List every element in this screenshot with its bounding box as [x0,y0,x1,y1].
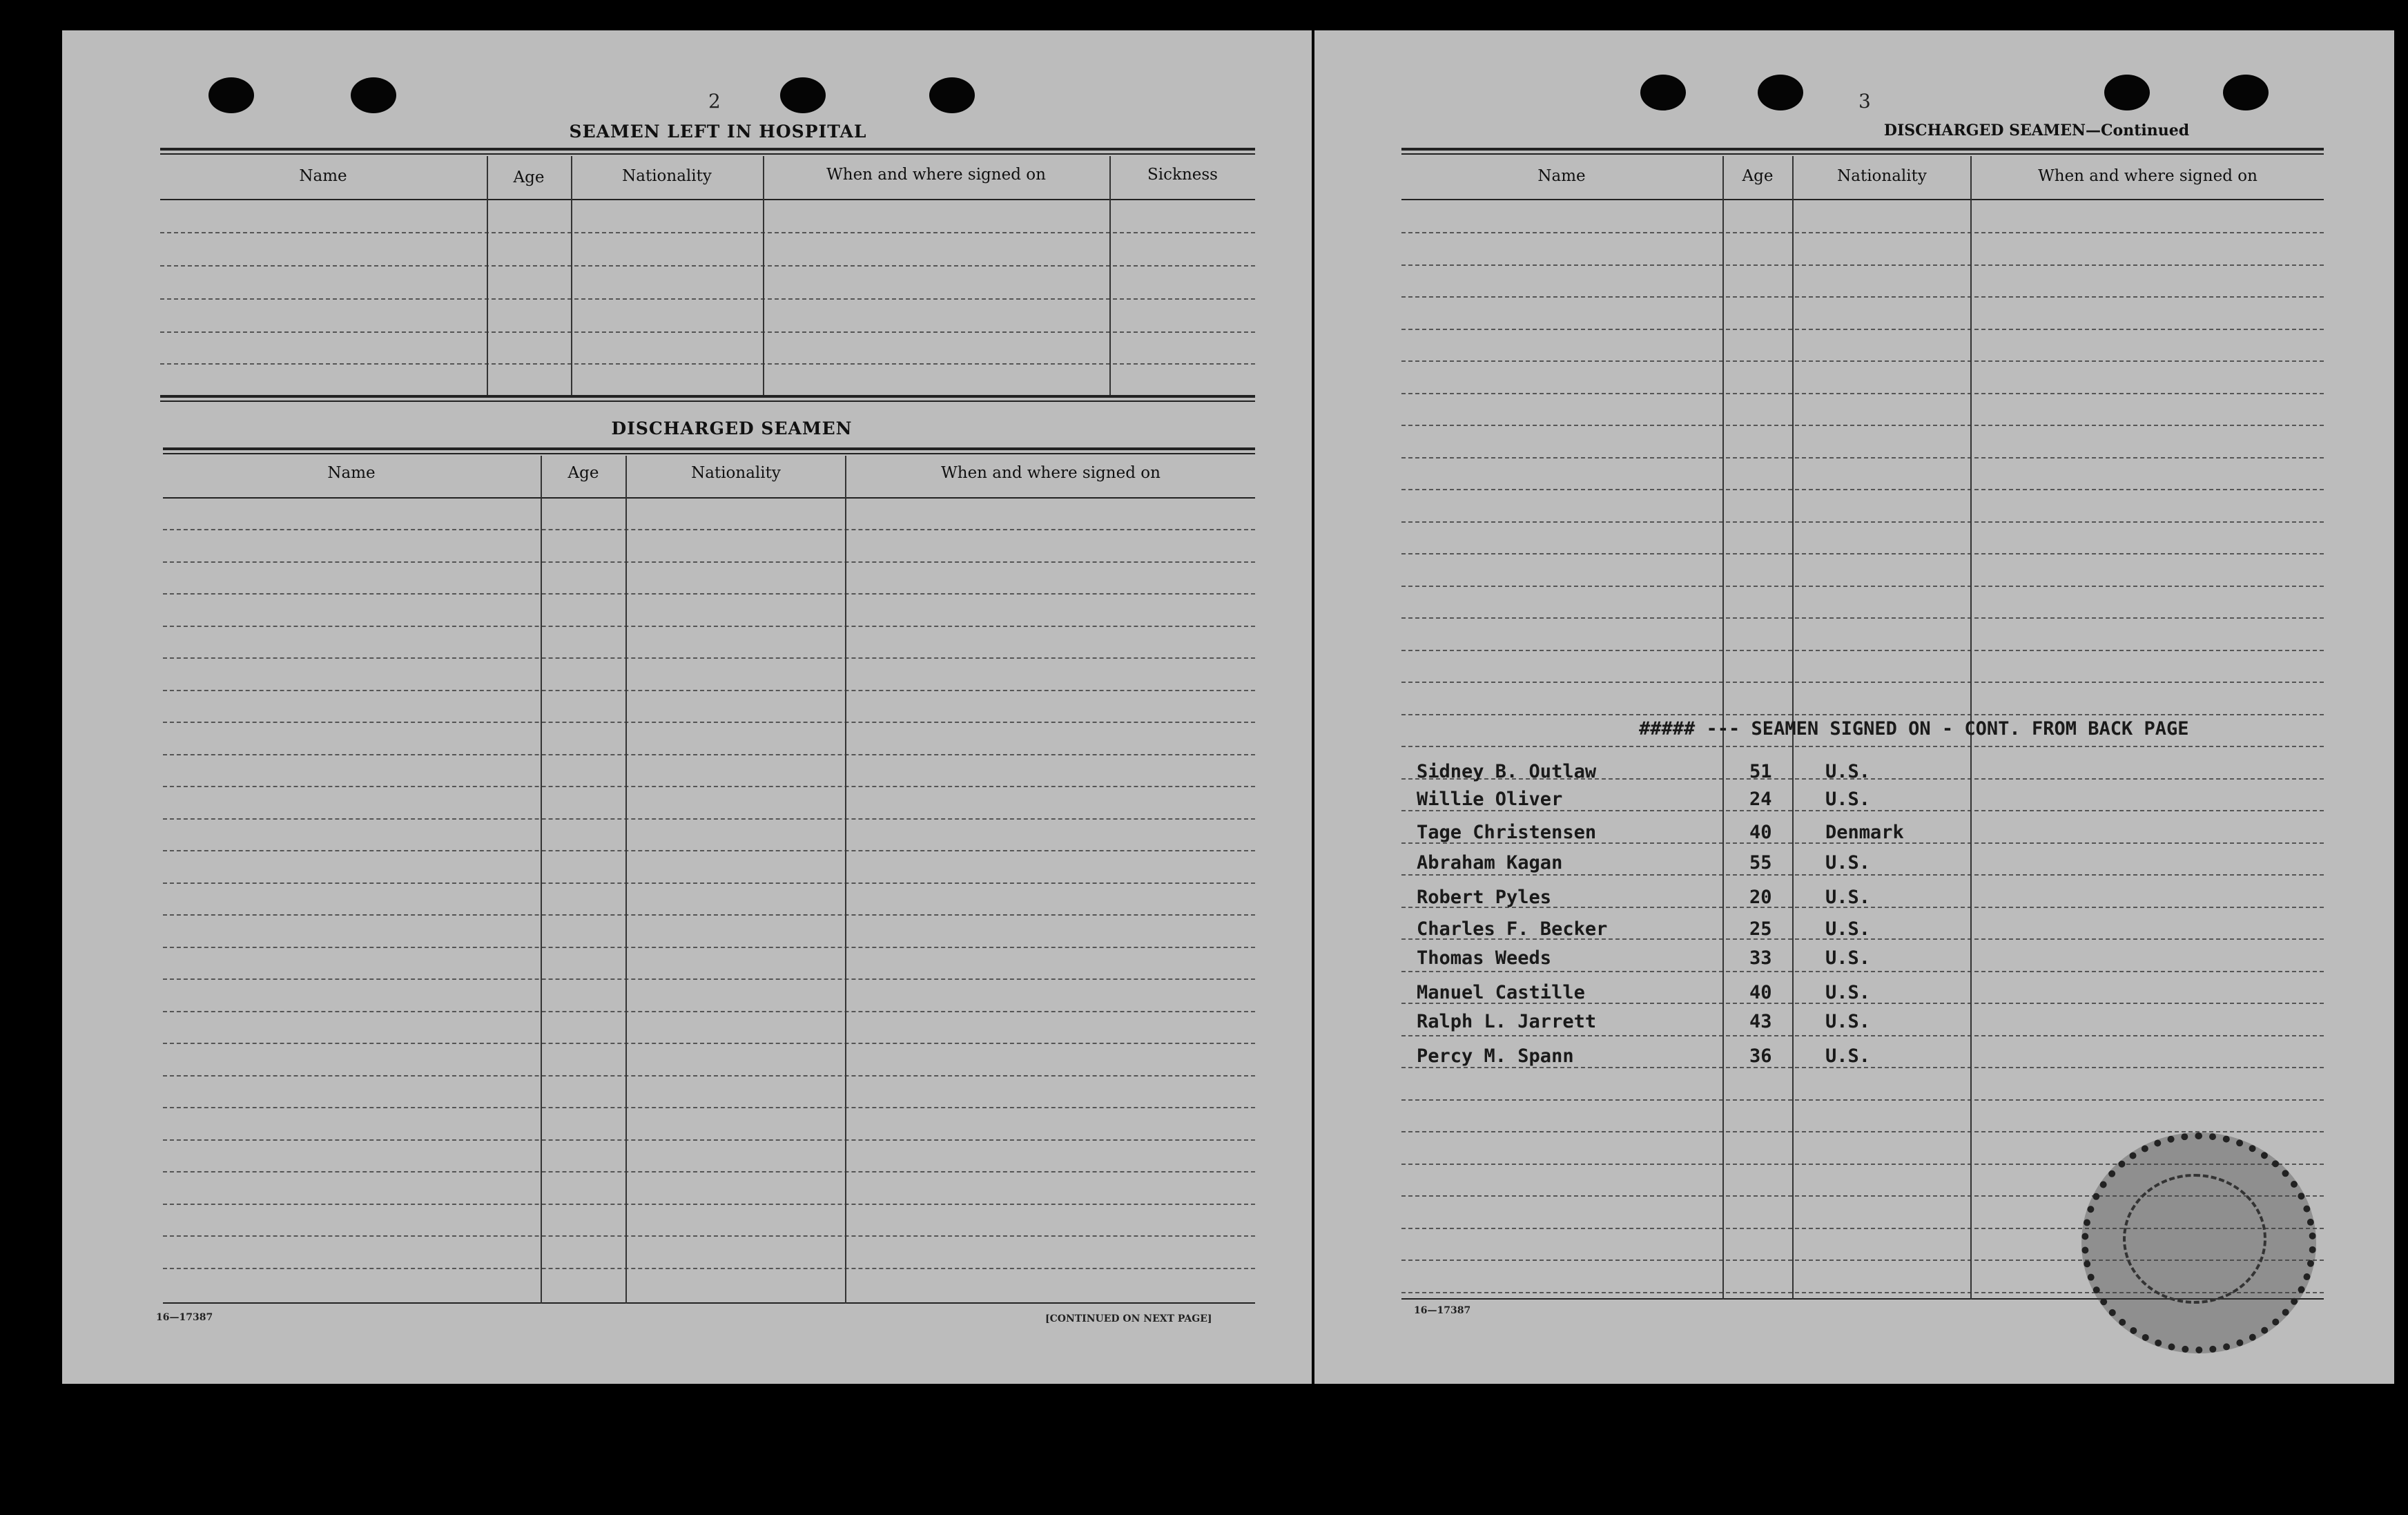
continued-note: [CONTINUED ON NEXT PAGE] [1045,1313,1212,1324]
seaman-nationality: U.S. [1825,852,1871,874]
seaman-age: 40 [1749,982,1772,1003]
discharged-header-nationality: Nationality [691,464,781,482]
seaman-name: Percy M. Spann [1417,1045,1574,1067]
discharged-row-line [163,914,1255,916]
discharged-row-line [163,1204,1255,1205]
right-row-line [1401,296,2324,298]
right-header-signed-on: When and where signed on [2038,167,2258,185]
hospital-header-sickness: Sickness [1147,166,1218,184]
discharged-row-line [163,561,1255,563]
discharged-row-line [163,850,1255,851]
right-form-number: 16—17387 [1414,1305,1471,1316]
seaman-nationality: U.S. [1825,789,1871,810]
seaman-nationality: U.S. [1825,1011,1871,1032]
punch-hole [780,77,826,113]
seaman-nationality: U.S. [1825,1045,1871,1067]
discharged-bottom-rule [163,1302,1255,1304]
hospital-col-divider [763,156,764,395]
right-row-line [1401,682,2324,683]
seaman-age: 40 [1749,822,1772,843]
discharged-header-signed-on: When and where signed on [941,464,1161,482]
discharged-row-line [163,690,1255,691]
discharged-col-divider [625,456,627,1304]
right-top-rule [1401,148,2324,151]
discharged-row-line [163,1011,1255,1012]
right-page-number: 3 [1858,90,1871,113]
seaman-name: Abraham Kagan [1417,852,1563,874]
hospital-header-nationality: Nationality [622,167,712,185]
discharged-row-line [163,786,1255,787]
left-page [62,30,1312,1384]
discharged-row-line [163,882,1255,884]
discharged-col-divider [541,456,542,1304]
right-header-nationality: Nationality [1837,167,1927,185]
seaman-nationality: Denmark [1825,822,1904,843]
discharged-col-divider [845,456,846,1304]
discharged-row-line [163,1075,1255,1077]
hospital-row-line [160,232,1255,233]
discharged-header-name: Name [327,464,376,482]
discharged-row-line [163,1268,1255,1269]
discharged-row-line [163,1139,1255,1141]
discharged-header-age: Age [567,464,599,482]
seaman-name: Manuel Castille [1417,982,1585,1003]
discharged-header-rule [163,497,1255,499]
left-form-number: 16—17387 [156,1312,213,1323]
discharged-row-line [163,978,1255,980]
right-row-line [1401,264,2324,266]
discharged-row-line [163,1043,1255,1044]
postmark-stamp-inner [2123,1174,2266,1304]
discharged-row-line [163,657,1255,659]
discharged-top-rule-thin [163,453,1255,454]
discharged-row-line [163,593,1255,595]
punch-hole [208,77,254,113]
hospital-section-title: SEAMEN LEFT IN HOSPITAL [569,122,867,142]
right-header-rule [1401,199,2324,200]
punch-hole [1640,75,1686,110]
right-row-line [1401,521,2324,523]
right-row-line [1401,746,2324,747]
hospital-row-line [160,331,1255,333]
hospital-bottom-rule [160,395,1255,398]
right-row-line [1401,714,2324,715]
right-row-line [1401,1099,2324,1101]
discharged-row-line [163,529,1255,530]
right-row-line [1401,393,2324,394]
discharged-row-line [163,818,1255,820]
seaman-nationality: U.S. [1825,947,1871,969]
hospital-bottom-rule-thin [160,401,1255,402]
right-row-line [1401,650,2324,651]
seaman-name: Ralph L. Jarrett [1417,1011,1597,1032]
hospital-col-divider [1109,156,1111,395]
postmark-stamp [2081,1132,2316,1353]
right-row-line [1401,1131,2324,1132]
seaman-name: Robert Pyles [1417,887,1552,908]
seaman-nationality: U.S. [1825,982,1871,1003]
left-page-number: 2 [708,90,721,113]
seaman-name: Thomas Weeds [1417,947,1552,969]
right-section-title: DISCHARGED SEAMEN—Continued [1883,122,2190,139]
seaman-nationality: U.S. [1825,761,1871,782]
discharged-section-title: DISCHARGED SEAMEN [611,418,853,438]
seaman-age: 25 [1749,918,1772,940]
right-header-name: Name [1537,167,1586,185]
discharged-row-line [163,754,1255,755]
right-row-line [1401,457,2324,459]
seaman-age: 20 [1749,887,1772,908]
hospital-header-signed-on: When and where signed on [826,166,1046,184]
right-row-line [1401,329,2324,330]
discharged-row-line [163,947,1255,948]
right-row-line [1401,810,2324,811]
hospital-row-line [160,363,1255,365]
seaman-name: Charles F. Becker [1417,918,1608,940]
seaman-age: 36 [1749,1045,1772,1067]
right-row-line [1401,1067,2324,1068]
seaman-age: 55 [1749,852,1772,874]
punch-hole [1758,75,1803,110]
discharged-row-line [163,722,1255,723]
hospital-col-divider [571,156,572,395]
right-row-line [1401,617,2324,619]
discharged-top-rule [163,447,1255,450]
punch-hole [2223,75,2269,110]
right-row-line [1401,971,2324,972]
hospital-row-line [160,298,1255,300]
right-row-line [1401,553,2324,554]
right-row-line [1401,586,2324,587]
seaman-nationality: U.S. [1825,918,1871,940]
punch-hole [2104,75,2150,110]
seaman-name: Willie Oliver [1417,789,1563,810]
right-row-line [1401,874,2324,876]
hospital-top-rule-thin [160,153,1255,155]
typed-section-header: ##### --- SEAMEN SIGNED ON - CONT. FROM BACK PAGE [1639,718,2189,740]
discharged-row-line [163,1235,1255,1237]
discharged-row-line [163,1107,1255,1108]
right-top-rule-thin [1401,153,2324,155]
right-row-line [1401,489,2324,490]
right-header-age: Age [1742,167,1774,185]
seaman-age: 33 [1749,947,1772,969]
discharged-row-line [163,1171,1255,1173]
hospital-row-line [160,265,1255,267]
seaman-age: 43 [1749,1011,1772,1032]
right-row-line [1401,232,2324,233]
right-row-line [1401,1035,2324,1036]
hospital-col-divider [487,156,488,395]
punch-hole [929,77,975,113]
seaman-age: 51 [1749,761,1772,782]
punch-hole [351,77,396,113]
seaman-name: Sidney B. Outlaw [1417,761,1597,782]
hospital-top-rule [160,148,1255,151]
seaman-name: Tage Christensen [1417,822,1597,843]
hospital-header-age: Age [513,168,545,186]
hospital-header-rule [160,199,1255,200]
seaman-nationality: U.S. [1825,887,1871,908]
right-row-line [1401,360,2324,362]
seaman-age: 24 [1749,789,1772,810]
discharged-row-line [163,626,1255,627]
hospital-header-name: Name [299,167,347,185]
right-row-line [1401,425,2324,426]
